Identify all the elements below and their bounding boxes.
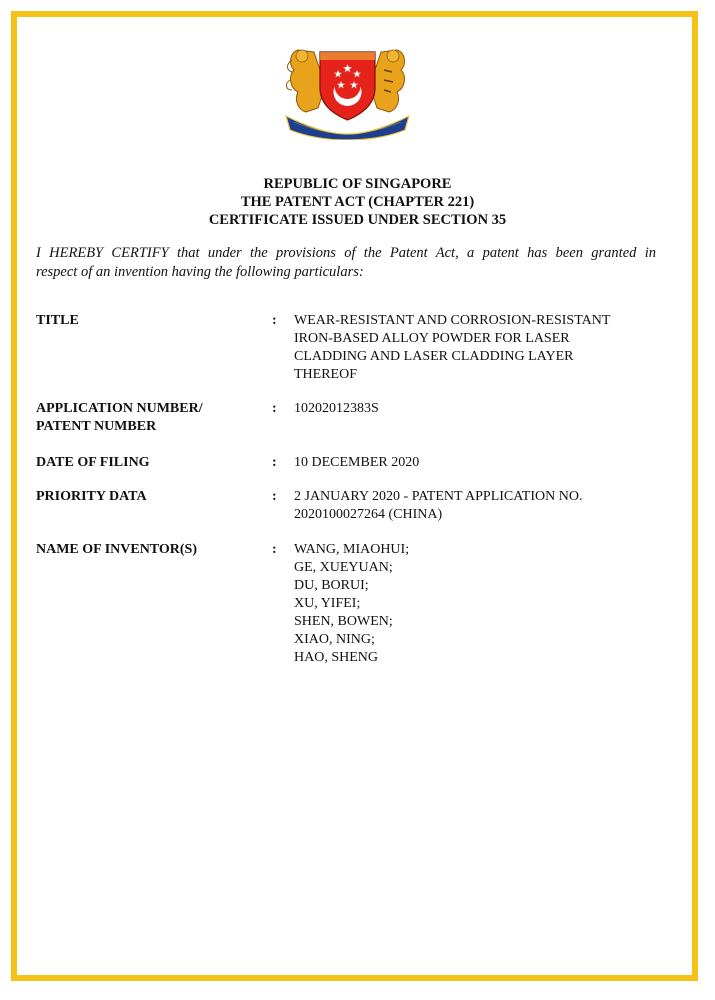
priority-data-value	[294, 488, 664, 524]
inventor-name: GE, XUEYUAN;	[294, 560, 393, 575]
title-line: WEAR-RESISTANT AND CORROSION-RESISTANT	[294, 313, 611, 328]
application-number-value: 10202012383S	[294, 401, 379, 416]
inventor-name: SHEN, BOWEN;	[294, 614, 393, 629]
title-line: THEREOF	[294, 367, 357, 382]
heading-section: CERTIFICATE ISSUED UNDER SECTION 35	[208, 212, 507, 228]
application-colon: :	[272, 401, 277, 416]
heading-country: REPUBLIC OF SINGAPORE	[263, 176, 452, 192]
priority-line: 2020100027264 (CHINA)	[294, 507, 443, 522]
title-line: IRON-BASED ALLOY POWDER FOR LASER	[294, 331, 570, 346]
priority-line: 2 JANUARY 2020 - PATENT APPLICATION NO.	[294, 489, 583, 504]
certificate-heading	[0, 175, 715, 229]
patent-label-line: PATENT NUMBER	[36, 419, 157, 434]
priority-colon: :	[272, 489, 277, 504]
title-value	[294, 312, 664, 384]
singapore-coat-of-arms-icon	[280, 30, 415, 140]
title-line: CLADDING AND LASER CLADDING LAYER	[294, 349, 574, 364]
title-colon: :	[272, 313, 277, 328]
application-label-line: APPLICATION NUMBER/	[36, 401, 203, 416]
inventors-list	[294, 541, 664, 667]
date-of-filing-value: 10 DECEMBER 2020	[294, 455, 420, 470]
certification-statement	[36, 244, 656, 282]
inventor-name: HAO, SHENG	[294, 650, 378, 665]
title-label: TITLE	[36, 313, 79, 328]
priority-data-label: PRIORITY DATA	[36, 489, 147, 504]
inventors-label: NAME OF INVENTOR(S)	[36, 542, 198, 557]
statement-line-2: respect of an invention having the following particulars:	[36, 264, 364, 280]
date-of-filing-label: DATE OF FILING	[36, 455, 150, 470]
inventor-name: WANG, MIAOHUI;	[294, 542, 410, 557]
inventor-name: XU, YIFEI;	[294, 596, 361, 611]
filing-colon: :	[272, 455, 277, 470]
statement-line-1: I HEREBY CERTIFY that under the provisions of the Patent Act, a patent has been granted in	[36, 245, 656, 261]
inventor-name: DU, BORUI;	[294, 578, 369, 593]
heading-act: THE PATENT ACT (CHAPTER 221)	[240, 194, 475, 210]
inventors-colon: :	[272, 542, 277, 557]
application-number-label	[36, 400, 266, 436]
inventor-name: XIAO, NING;	[294, 632, 375, 647]
